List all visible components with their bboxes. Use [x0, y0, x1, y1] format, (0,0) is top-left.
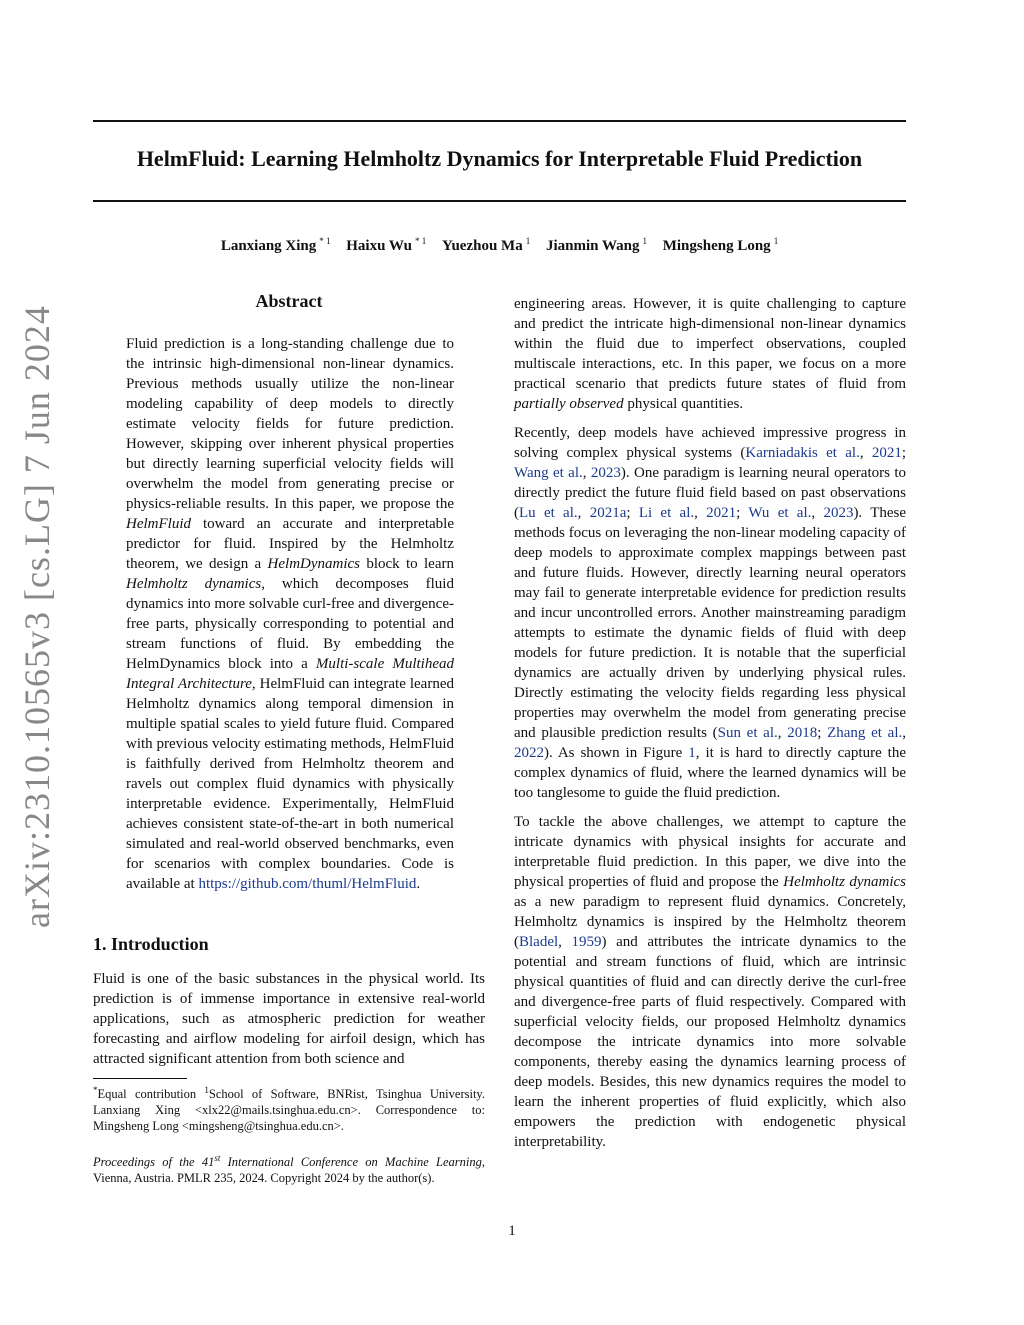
arxiv-stamp: arXiv:2310.10565v3 [cs.LG] 7 Jun 2024 [17, 305, 57, 928]
figure-ref-link[interactable]: 1 [688, 745, 696, 761]
citation-year-link[interactable]: 1959 [571, 934, 602, 950]
paragraph: To tackle the above challenges, we attempt to capture the intricate dynamics with physical insights for accurate and interpretable fluid prediction. In this paper, we dive into the physical properties of fluid and propose the Helmholtz dynamics as a new paradigm to represent fluid dynamics. Concretely, Helmholtz dynamics is inspired by the Helmholtz theorem (Bladel, 1959) and attributes the intricate dynamics to the potential and stream functions of fluid, which are intrinsic physical quantities of fluid and can directly derive the curl-free and divergence-free parts of fluid respectively. Compared with superficial velocity fields, our proposed Helmholtz dynamics decompose the intricate dynamics into more solvable components, thereby easing the dynamics learning process of deep models. Besides, this new dynamics requires the model to learn the inherent properties of fluid explicitly, which also empowers the prediction with endogenetic physical interpretability. [514, 814, 907, 1150]
citation-link[interactable]: Bladel [519, 934, 559, 950]
paper-title: HelmFluid: Learning Helmholtz Dynamics for Interpretable Fluid Prediction [136, 146, 863, 171]
citation-link[interactable]: Wang et al. [514, 465, 583, 481]
proceedings-note: Proceedings of the 41st International Conference on Machine Learning, Vienna, Austria. PMLR 235, 2024. Copyright 2024 by the author(s). [93, 1153, 485, 1186]
abstract-heading: Abstract [255, 291, 323, 311]
citation-year-link[interactable]: 2021a [589, 505, 627, 521]
citation-year-link[interactable]: 2018 [787, 725, 818, 741]
citation-link[interactable]: Karniadakis et al. [745, 445, 860, 461]
paragraph: engineering areas. However, it is quite challenging to capture and predict the intricate high-dimensional non-linear dynamics within the fluid due to imperfect observations, coupled multiscale interactions, etc. In this paper, we focus on a more practical scenario that predicts future states of fluid from partially observed physical quantities. [514, 296, 906, 412]
citation-link[interactable]: Wu et al. [748, 505, 812, 521]
section-heading-introduction: 1. Introduction [93, 934, 209, 954]
author-list [93, 236, 906, 255]
paragraph: Recently, deep models have achieved impressive progress in solving complex physical systems (Karniadakis et al., 2021; Wang et al., 2023). One paradigm is learning neural operators to directly predict the future fluid field based on past observations (Lu et al., 2021a; Li et al., 2021; Wu et al., 2023). These methods focus on leveraging the non-linear modeling capacity of deep models to approximate complex mappings between past and future fluids. However, directly learning neural operators may fail to generate interpretable evidence for prediction results and incur uncontrolled errors. Another mainstreaming paradigm attempts to estimate the dynamic fields of fluid with deep models for future prediction. It is notable that the superficial dynamics are actually driven by underlying physical rules. Directly estimating the velocity fields regarding less physical properties may overwhelm the model from generating precise and plausible prediction results (Sun et al., 2018; Zhang et al., 2022). As shown in Figure 1, it is hard to directly capture the complex dynamics of fluid, where the learned dynamics will be too tanglesome to guide the fluid prediction. [514, 425, 907, 801]
author: Lanxiang Xing $^{* 1}$ [220, 236, 331, 254]
citation-year-link[interactable]: 2023 [590, 465, 621, 481]
title-bottom-rule [93, 200, 906, 202]
citation-link[interactable]: Li et al. [638, 505, 695, 521]
right-column [514, 294, 906, 1152]
title-top-rule [93, 120, 906, 122]
author: Jianmin Wang $^1$ [545, 236, 647, 254]
citation-year-link[interactable]: 2021 [706, 505, 737, 521]
code-link[interactable]: https://github.com/thuml/HelmFluid [198, 876, 417, 892]
citation-year-link[interactable]: 2023 [823, 505, 854, 521]
page-number: 1 [508, 1223, 516, 1239]
abstract-body: Fluid prediction is a long-standing challenge due to the intrinsic high-dimensional non-linear dynamics. Previous methods usually utilize the non-linear modeling capability of deep models to directly estimate velocity fields for future prediction. However, skipping over inherent physical properties but directly learning superficial velocity fields will overwhelm the model from generating precise or physics-reliable results. In this paper, we propose the HelmFluid toward an accurate and interpretable predictor for fluid. Inspired by the Helmholtz theorem, we design a HelmDynamics block to learn Helmholtz dynamics, which decomposes fluid dynamics into more solvable curl-free and divergence-free parts, physically corresponding to potential and stream functions of fluid. By embedding the HelmDynamics block into a Multi-scale Multihead Integral Architecture, HelmFluid can integrate learned Helmholtz dynamics along temporal dimension in multiple spatial scales to yield future fluid. Compared with previous velocity estimating methods, HelmFluid is faithfully derived from Helmholtz theorem and ravels out complex fluid dynamics with physically interpretable evidence. Experimentally, HelmFluid achieves consistent state-of-the-art in both numerical simulated and real-world observed benchmarks, even for scenarios with complex boundaries. Code is available at https://github.com/thuml/HelmFluid. [126, 336, 455, 892]
citation-link[interactable]: Sun et al. [717, 725, 778, 741]
footnote-rule [93, 1078, 187, 1079]
citation-year-link[interactable]: 2021 [871, 445, 902, 461]
author: Yuezhou Ma $^1$ [442, 236, 531, 254]
citation-link[interactable]: Lu et al. [519, 505, 578, 521]
footnote: *Equal contribution $^1$School of Software, BNRist, Tsinghua University. Lanxiang Xing <xlx22@mails.tsinghua.edu.cn>. Correspondence to: Mingsheng Long <mingsheng@tsinghua.edu.cn>. [93, 1085, 485, 1134]
introduction-paragraph: Fluid is one of the basic substances in the physical world. Its prediction is of immense importance in extensive real-world applications, such as atmospheric prediction for weather forecasting and airflow modeling for airfoil design, which has attracted significant attention from both science and [93, 971, 485, 1067]
citation-year-link[interactable]: 2022 [514, 745, 544, 761]
citation-link[interactable]: Zhang et al. [827, 725, 903, 741]
author: Mingsheng Long $^1$ [662, 236, 779, 254]
author: Haixu Wu $^{* 1}$ [346, 236, 427, 254]
